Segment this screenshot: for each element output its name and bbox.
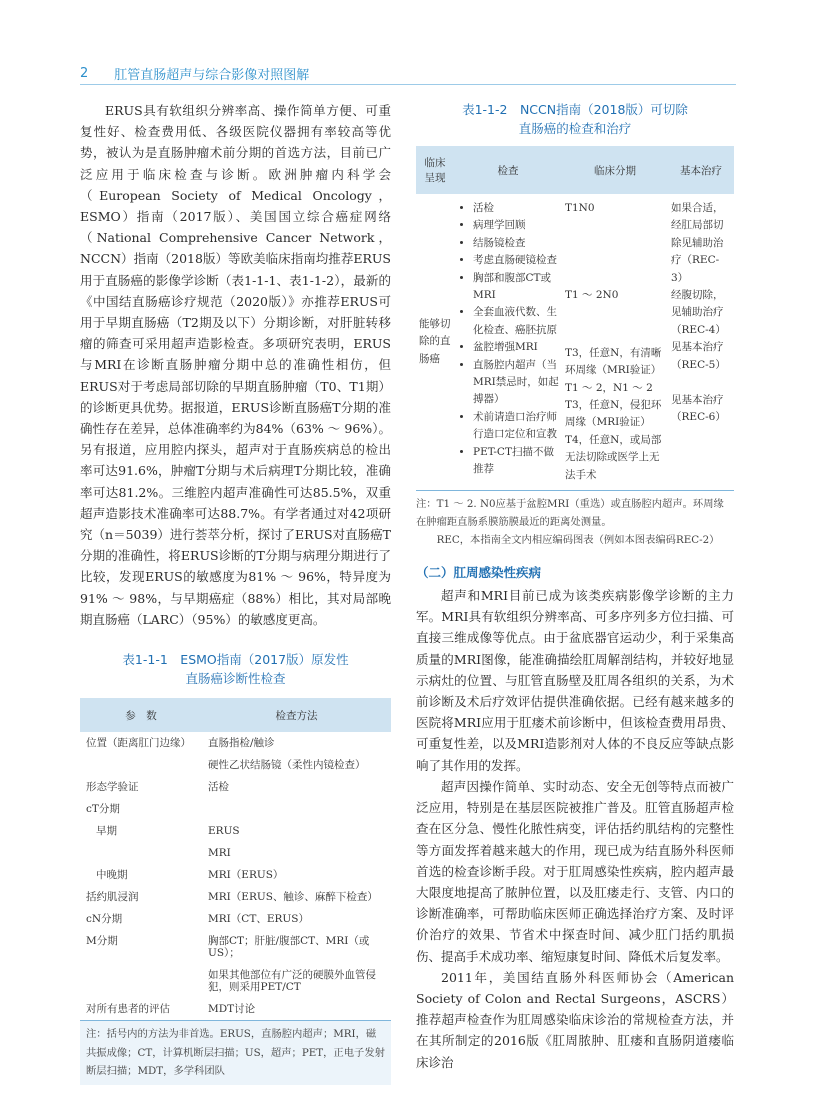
param-cell: 括约肌浸润 bbox=[86, 891, 139, 904]
treatment-item: 如果合适，经肛局部切除见辅助治疗（REC-3） bbox=[671, 202, 724, 284]
method-cell: MDT讨论 bbox=[202, 998, 391, 1021]
nccn-table bbox=[416, 146, 734, 491]
treatment-item: 经腹切除，见辅助治疗（REC-4） bbox=[671, 289, 726, 336]
table2-note-rec: REC，本指南全文内相应编码图表（例如本图表编码REC-2） bbox=[436, 534, 720, 547]
table1-caption-line2: 直肠癌诊断性检查 bbox=[185, 671, 286, 687]
section-title: （二）肛周感染性疾病 bbox=[416, 565, 542, 581]
column-header: 检查方法 bbox=[275, 709, 318, 722]
column-header: 检查 bbox=[497, 164, 519, 177]
intro-paragraph: ERUS具有软组织分辨率高、操作简单方便、可重复性好、检查费用低、各级医院仪器拥有率较高等优势，被认为是直肠肿瘤术前分期的首选方法，目前已广泛应用于临床检查与诊断。欧洲肿瘤内科学会（European Society of Medical Oncology，ESMO）指南（2017版）、美国国立综合癌症网络（National Comprehensive Cancer Network，NCCN）指南（2018版）等欧美临床指南均推荐ERUS用于直肠癌的影像学诊断（表1-1-1、表1-1-2），最新的《中国结直肠癌诊疗规范（2020版）》亦推荐ERUS可用于早期直肠癌（T2期及以下）分期诊断，对肝脏转移瘤的筛查可采用超声造影检查。多项研究表明，ERUS与MRI在诊断直肠肿瘤分期中总的准确性相仿，但ERUS对于考虑局部切除的早期直肠肿瘤（T0、T1期）的诊断更具优势。据报道，ERUS诊断直肠癌T分期的准确性存在差异，总体准确率约为84%（63% ～ 96%）。另有报道，应用腔内探头，超声对于直肠疾病总的检出率可达91.6%，肿瘤T分期与术后病理T分期比较，准确率可达81.2%。三维腔内超声准确性可达85.5%，双重超声造影技术准确率可达88.7%。有学者通过对42项研究（n＝5039）进行荟萃分析，探讨了ERUS对直肠癌T分期的准确性，将ERUS诊断的T分期与病理分期进行了比较，发现ERUS的敏感度为81% ～ 96%，特异度为91% ～ 98%，与早期癌症（88%）相比，其对局部晚期直肠癌（LARC）（95%）的敏感度更高。 bbox=[80, 103, 391, 627]
treatment-item: 见基本治疗（REC-6） bbox=[671, 394, 726, 424]
method-cell: ERUS bbox=[208, 825, 240, 838]
checks-cell bbox=[454, 194, 562, 491]
table-row bbox=[80, 964, 391, 998]
method-cell: MRI（ERUS、触诊、麻醉下检查） bbox=[208, 891, 378, 904]
table1-caption-line1: 表1-1-1 ESMO指南（2017版）原发性 bbox=[122, 652, 349, 668]
param-cell: 位置（距离肛门边缘） bbox=[86, 737, 191, 750]
method-cell: 直肠指检/触诊 bbox=[208, 737, 275, 750]
column-header: 参 数 bbox=[125, 709, 157, 722]
body-paragraph: 2011年，美国结直肠外科医师协会（American Society of Colon and Rectal Surgeons，ASCRS）推荐超声检查作为肛周感染临床诊治的常规检查方法，并在其所制定的2016版《肛周脓肿、肛瘘和直肠阴道瘘临床诊治 bbox=[416, 969, 734, 1070]
table-header-row bbox=[416, 146, 734, 194]
param-cell bbox=[80, 842, 202, 864]
header-divider bbox=[80, 84, 736, 85]
page-header bbox=[80, 62, 736, 84]
table-row bbox=[80, 754, 391, 776]
check-item: • 活检 bbox=[473, 200, 559, 217]
check-item: • 直肠腔内超声（当MRI禁忌时，如起搏器） bbox=[473, 357, 559, 409]
table2-note: 注：T1 ～ 2. N0应基于盆腔MRI（重选）或直肠腔内超声。环周缘在肿瘤距直肠系膜筋膜最近的距离处测量。 bbox=[416, 498, 724, 529]
param-cell: 早期 bbox=[96, 825, 117, 838]
treatment-cell bbox=[668, 194, 734, 491]
esmo-table bbox=[80, 698, 391, 1021]
clinical-presentation-cell: 能够切除的直肠癌 bbox=[416, 194, 454, 491]
param-cell: cT分期 bbox=[86, 803, 120, 816]
method-cell: 如果其他部位有广泛的硬膜外血管侵犯，则采用PET/CT bbox=[208, 969, 376, 994]
check-item: • 盆腔增强MRI bbox=[473, 339, 559, 356]
param-cell: 中晚期 bbox=[96, 869, 128, 882]
table2-caption-line1: 表1-1-2 NCCN指南（2018版）可切除 bbox=[462, 102, 688, 117]
param-cell: cN分期 bbox=[86, 913, 123, 926]
table-row bbox=[80, 732, 391, 754]
table-row bbox=[80, 930, 391, 964]
table1-note: 注：括号内的方法为非首选。ERUS，直肠腔内超声；MRI，磁共振成像；CT，计算机断层扫描；US，超声；PET，正电子发射断层扫描；MDT，多学科团队 bbox=[80, 1021, 391, 1085]
check-item: • 全套血液代数、生化检查、癌胚抗原 bbox=[473, 304, 559, 339]
param-cell: 对所有患者的评估 bbox=[80, 998, 202, 1021]
column-header: 临床分期 bbox=[594, 164, 636, 177]
table2-caption-line2: 直肠癌的检查和治疗 bbox=[518, 121, 632, 136]
param-cell bbox=[80, 964, 202, 998]
method-cell: MRI（ERUS） bbox=[208, 869, 284, 882]
stage-item: T4，任意N，或局部无法切除或医学上无法手术 bbox=[565, 433, 662, 481]
table-row bbox=[80, 776, 391, 798]
table-header-row bbox=[80, 698, 391, 732]
book-title: 肛管直肠超声与综合影像对照图解 bbox=[114, 67, 310, 83]
treatment-item: 见基本治疗（REC-5） bbox=[671, 341, 726, 371]
check-item: • 术前请造口治疗师行造口定位和宣教 bbox=[473, 409, 559, 444]
method-cell: 胸部CT；肝脏/腹部CT、MRI（或US）； bbox=[208, 935, 370, 960]
checks-list bbox=[457, 200, 559, 479]
column-header: 基本治疗 bbox=[680, 164, 722, 177]
method-cell: MRI（CT、ERUS） bbox=[208, 913, 309, 926]
check-item: • PET-CT扫描不做推荐 bbox=[473, 444, 559, 479]
param-cell bbox=[80, 754, 202, 776]
column-header: 临床呈现 bbox=[424, 157, 446, 184]
stage-cell bbox=[562, 194, 668, 491]
table-row bbox=[80, 842, 391, 864]
method-cell bbox=[202, 798, 391, 820]
table-row bbox=[80, 908, 391, 930]
left-column bbox=[80, 100, 391, 1085]
param-cell: 形态学验证 bbox=[86, 781, 139, 794]
right-column bbox=[416, 100, 734, 1073]
stage-item: T3，任意N，侵犯环周缘（MRI验证） bbox=[565, 399, 662, 429]
check-item: • 胸部和腹部CT或MRI bbox=[473, 270, 559, 305]
param-cell: M分期 bbox=[86, 935, 118, 948]
method-cell: MRI bbox=[208, 847, 231, 860]
table-row bbox=[80, 886, 391, 908]
stage-item: T1N0 bbox=[565, 202, 595, 214]
table-row bbox=[80, 820, 391, 842]
check-item: • 结肠镜检查 bbox=[473, 235, 559, 252]
method-cell: 活检 bbox=[208, 781, 229, 794]
page-number: 2 bbox=[80, 65, 89, 81]
stage-item: T1 ～ 2N0 bbox=[565, 289, 619, 302]
stage-item: T3，任意N，有清晰环周缘（MRI验证） bbox=[565, 346, 662, 377]
stage-item: T1 ～ 2，N1 ～ 2 bbox=[565, 381, 653, 394]
table-row bbox=[416, 194, 734, 491]
table-row bbox=[80, 864, 391, 886]
check-item: • 考虑直肠硬镜检查 bbox=[473, 252, 559, 269]
method-cell: 硬性乙状结肠镜（柔性内镜检查） bbox=[208, 759, 366, 772]
table-body bbox=[80, 732, 391, 1021]
body-paragraph: 超声因操作简单、实时动态、安全无创等特点而被广泛应用，特别是在基层医院被推广普及。肛管直肠超声检查在区分急、慢性化脓性病变，评估括约肌结构的完整性等方面发挥着越来越大的作用，现已成为结直肠外科医师首选的检查诊断手段。对于肛周感染性疾病，腔内超声最大限度地提高了脓肿位置，以及肛瘘走行、支管、内口的诊断准确率，可帮助临床医师正确选择治疗方案、及时评价治疗的效果、节省术中探查时间、减少肛门括约肌损伤、提高手术成功率、缩短康复时间、降低术后复发率。 bbox=[416, 778, 734, 964]
check-item: • 病理学回顾 bbox=[473, 217, 559, 234]
table-row bbox=[80, 998, 391, 1021]
body-paragraph: 超声和MRI目前已成为该类疾病影像学诊断的主力军。MRI具有软组织分辨率高、可多序列多方位扫描、可直接三维成像等优点。由于盆底器官运动少，利于采集高质量的MRI图像，能准确描绘肛周解剖结构，并较好地显示病灶的位置、与肛管直肠壁及肛周各组织的关系，为术前诊断及术后疗效评估提供准确依据。已经有越来越多的医院将MRI应用于肛瘘术前诊断中，但该检查费用昂贵、可重复性差，以及MRI造影剂对人体的不良反应等缺点影响了其作用的发挥。 bbox=[416, 588, 734, 773]
table-row bbox=[80, 798, 391, 820]
